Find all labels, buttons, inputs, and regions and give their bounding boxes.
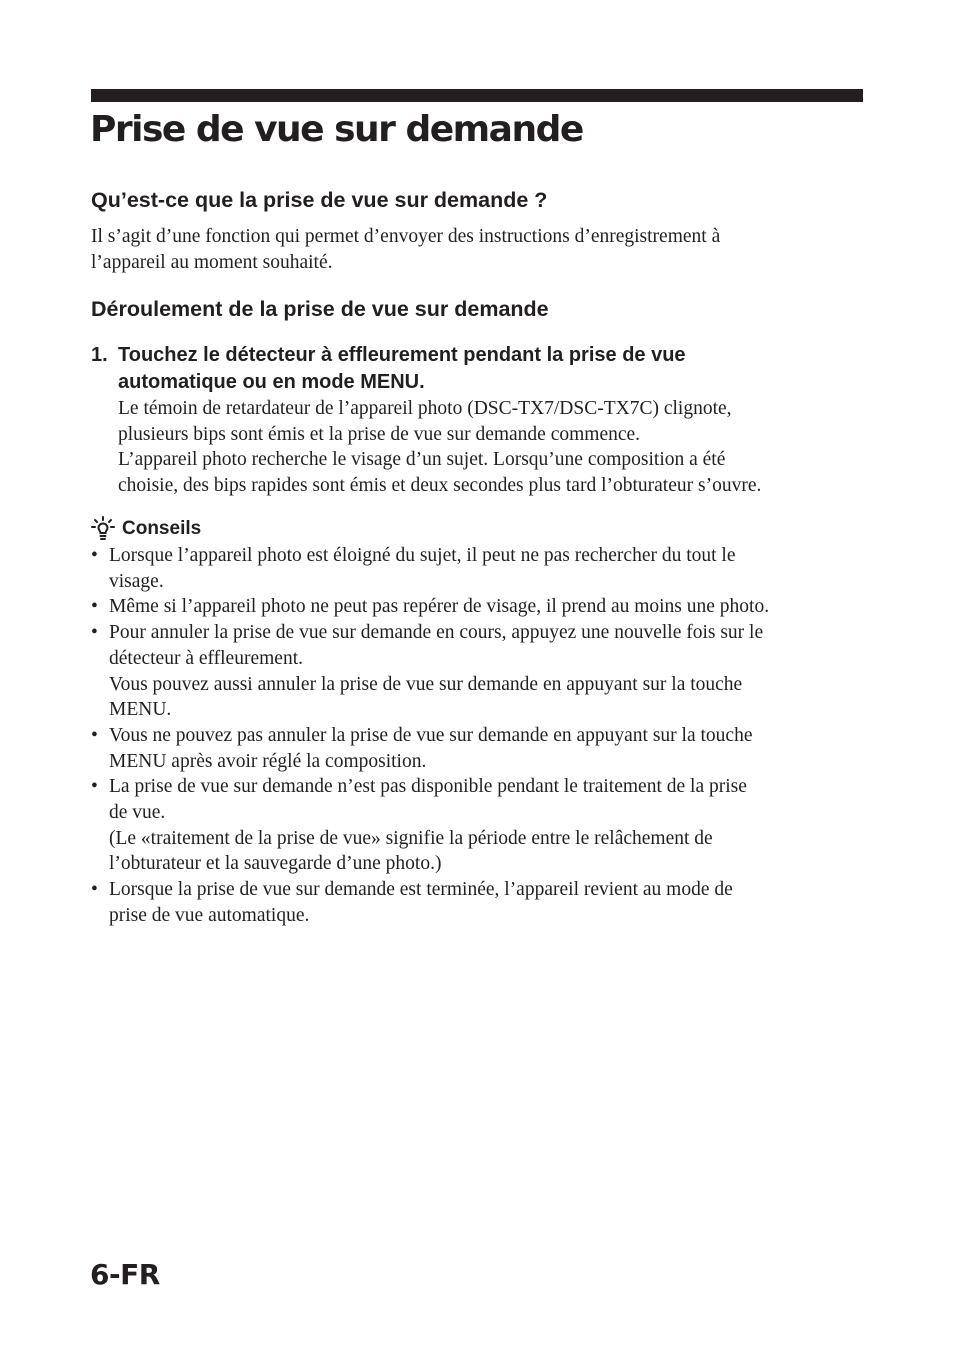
step-1-body — [91, 396, 871, 499]
section-heading-what-is: Qu’est-ce que la prise de vue sur demande ? — [91, 188, 548, 212]
text-line: Il s’agit d’une fonction qui permet d’envoyer des instructions d’enregistrement à — [91, 226, 721, 247]
bullet: • — [91, 596, 98, 618]
bullet: • — [91, 776, 98, 798]
text-line: l’appareil au moment souhaité. — [91, 251, 333, 273]
step-number: 1. — [91, 344, 108, 366]
tip-item — [91, 877, 871, 928]
text-line: visage. — [109, 570, 164, 592]
tip-item — [91, 774, 871, 877]
section-heading-procedure: Déroulement de la prise de vue sur demande — [91, 297, 549, 321]
text-line: Pour annuler la prise de vue sur demande en cours, appuyez une nouvelle fois sur le — [109, 622, 764, 644]
bullet: • — [91, 879, 98, 901]
text-line: MENU après avoir réglé la composition. — [109, 750, 427, 772]
text-line: Le témoin de retardateur de l’appareil photo (DSC-TX7/DSC-TX7C) clignote, — [118, 398, 732, 419]
text-line: de vue. — [109, 802, 166, 824]
text-line: Lorsque l’appareil photo est éloigné du sujet, il peut ne pas rechercher du tout le — [109, 545, 736, 566]
text-line: l’obturateur et la sauvegarde d’une photo.) — [109, 853, 442, 875]
section-what-is-text — [91, 224, 871, 275]
title-rule — [91, 89, 863, 102]
text-line: Vous pouvez aussi annuler la prise de vue sur demande en appuyant sur la touche — [109, 673, 743, 695]
lightbulb-icon — [91, 516, 115, 542]
tips-heading — [91, 516, 201, 542]
text-line: La prise de vue sur demande n’est pas disponible pendant le traitement de la prise — [109, 776, 747, 798]
text-line: plusieurs bips sont émis et la prise de vue sur demande commence. — [118, 423, 641, 445]
tips-label: Conseils — [122, 518, 202, 539]
text-line: MENU. — [109, 699, 172, 721]
text-line: Lorsque la prise de vue sur demande est terminée, l’appareil revient au mode de — [109, 879, 733, 901]
text-line: Même si l’appareil photo ne peut pas repérer de visage, il prend au moins une photo. — [109, 596, 770, 618]
text-line: prise de vue automatique. — [109, 904, 310, 926]
bullet: • — [91, 545, 98, 566]
page-title: Prise de vue sur demande — [90, 109, 583, 150]
tips-list — [91, 543, 871, 929]
tip-item — [91, 594, 871, 620]
tip-item — [91, 620, 871, 723]
bullet: • — [91, 622, 98, 644]
page-number: 6-FR — [90, 1258, 160, 1291]
step-1-heading — [91, 342, 871, 396]
step-heading-line: automatique ou en mode MENU. — [118, 371, 425, 393]
step-1 — [91, 342, 871, 499]
text-line: choisie, des bips rapides sont émis et deux secondes plus tard l’obturateur s’ouvre. — [118, 475, 762, 497]
tip-item — [91, 543, 871, 594]
text-line: Vous ne pouvez pas annuler la prise de vue sur demande en appuyant sur la touche — [109, 724, 753, 746]
tip-item — [91, 723, 871, 774]
text-line: (Le «traitement de la prise de vue» signifie la période entre le relâchement de — [109, 827, 713, 849]
text-line: détecteur à effleurement. — [109, 647, 303, 669]
step-heading-line: Touchez le détecteur à effleurement pendant la prise de vue — [118, 344, 686, 366]
bullet: • — [91, 724, 98, 746]
text-line: L’appareil photo recherche le visage d’un sujet. Lorsqu’une composition a été — [118, 449, 726, 471]
